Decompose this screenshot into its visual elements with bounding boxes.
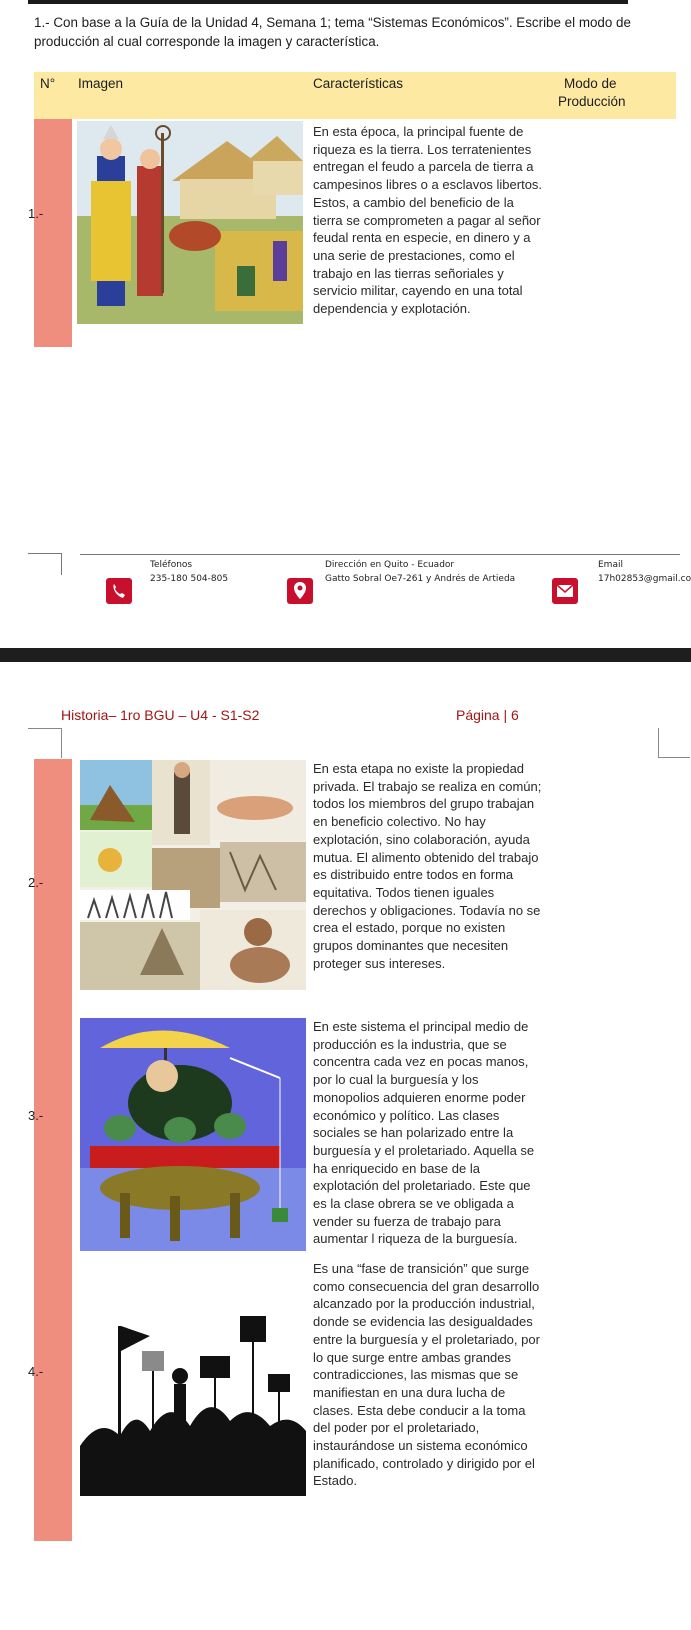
row-3-number-cell <box>34 1014 72 1254</box>
header-mode-line2: Producción <box>558 94 626 109</box>
row-4-number: 4.- <box>28 1364 44 1379</box>
footer-rule <box>80 554 680 555</box>
phone-title: Teléfonos <box>150 560 193 570</box>
row-1-number-cell <box>34 119 72 347</box>
page-break <box>0 648 691 662</box>
email-icon <box>552 578 578 604</box>
header-corner-left <box>28 728 62 758</box>
row-4-image-socialism <box>80 1296 306 1496</box>
phone-icon <box>106 578 132 604</box>
table-header <box>34 72 676 119</box>
phone-value: 235-180 504-805 <box>150 574 229 584</box>
row-1-number: 1.- <box>28 206 44 221</box>
course-header: Historia– 1ro BGU – U4 - S1-S2 <box>61 707 260 723</box>
address-title: Dirección en Quito - Ecuador <box>325 560 455 570</box>
row-1-description: En esta época, la principal fuente de riqueza es la tierra. Los terratenientes entregan el feudo a parcela de tierra a campesinos libres o a esclavos libertos. Estos, a cambio del beneficio de la tierra se comprometen a pagar al señor feudal renta en especie, en dinero y a una serie de prestaciones, como el trabajo en las tierras señoriales y servicio militar, cayendo en una total dependencia y explotación. <box>313 124 543 317</box>
question-text: 1.- Con base a la Guía de la Unidad 4, Semana 1; tema “Sistemas Económicos”. Escribe el modo de producción al cual corresponde la imagen y característica. <box>34 15 631 49</box>
email-title: Email <box>598 560 623 570</box>
row-2-description: En esta etapa no existe la propiedad privada. El trabajo se realiza en común; todos los miembros del grupo trabajan en beneficio colectivo. No hay explotación, sino colaboración, ayuda mutua. El alimento obtenido del trabajo es distribuido entre todos en forma equitativa. Todos tienen iguales derechos y obligaciones. Todavía no se crea el estado, porque no existen grupos dominantes que necesiten proteger sus intereses. <box>313 761 542 971</box>
page-number: Página | 6 <box>456 707 519 723</box>
row-2-number: 2.- <box>28 875 44 890</box>
address-value: Gatto Sobral Oe7-261 y Andrés de Artieda <box>325 574 516 584</box>
email-value[interactable]: 17h02853@gmail.co <box>598 574 691 584</box>
header-mode-line1: Modo de <box>564 76 617 91</box>
row-2-image-primitive <box>80 760 306 990</box>
header-features: Características <box>313 76 404 91</box>
row-3-image-capitalism <box>80 1018 306 1251</box>
row-3-number: 3.- <box>28 1108 44 1123</box>
header-number: N° <box>40 76 56 91</box>
row-1-image-feudal <box>77 121 303 324</box>
top-rule <box>28 0 628 4</box>
row-4-number-cell <box>34 1254 72 1541</box>
header-image: Imagen <box>78 76 124 91</box>
location-pin-icon <box>287 578 313 604</box>
row-3-description: En este sistema el principal medio de producción es la industria, que se concentra cada vez en pocas manos, por lo cual la burguesía y los monopolios adquieren enorme poder económico y político. Las clases sociales se han polarizado entre la burguesía y el proletariado. Aquella se ha enriquecido en base de la explotación del proletariado. Este que es la clase obrera se ve obligada a vender su fuerza de trabajo para aumentar l riqueza de la burguesía. <box>313 1019 535 1247</box>
row-4-description: Es una “fase de transición” que surge como consecuencia del gran desarrollo alcanzado por la producción industrial, donde se evidencia las desigualdades entre la burguesía y el proletariado, por lo que surge entre ambas grandes contradicciones, las mismas que se manifiestan en una dura lucha de clases. Esta debe conducir a la toma del poder por el proletariado, instaurándose un sistema económico planificado, controlado y dirigido por el Estado. <box>313 1261 540 1489</box>
header-corner-right <box>658 728 690 758</box>
footer-corner-left <box>28 553 62 575</box>
